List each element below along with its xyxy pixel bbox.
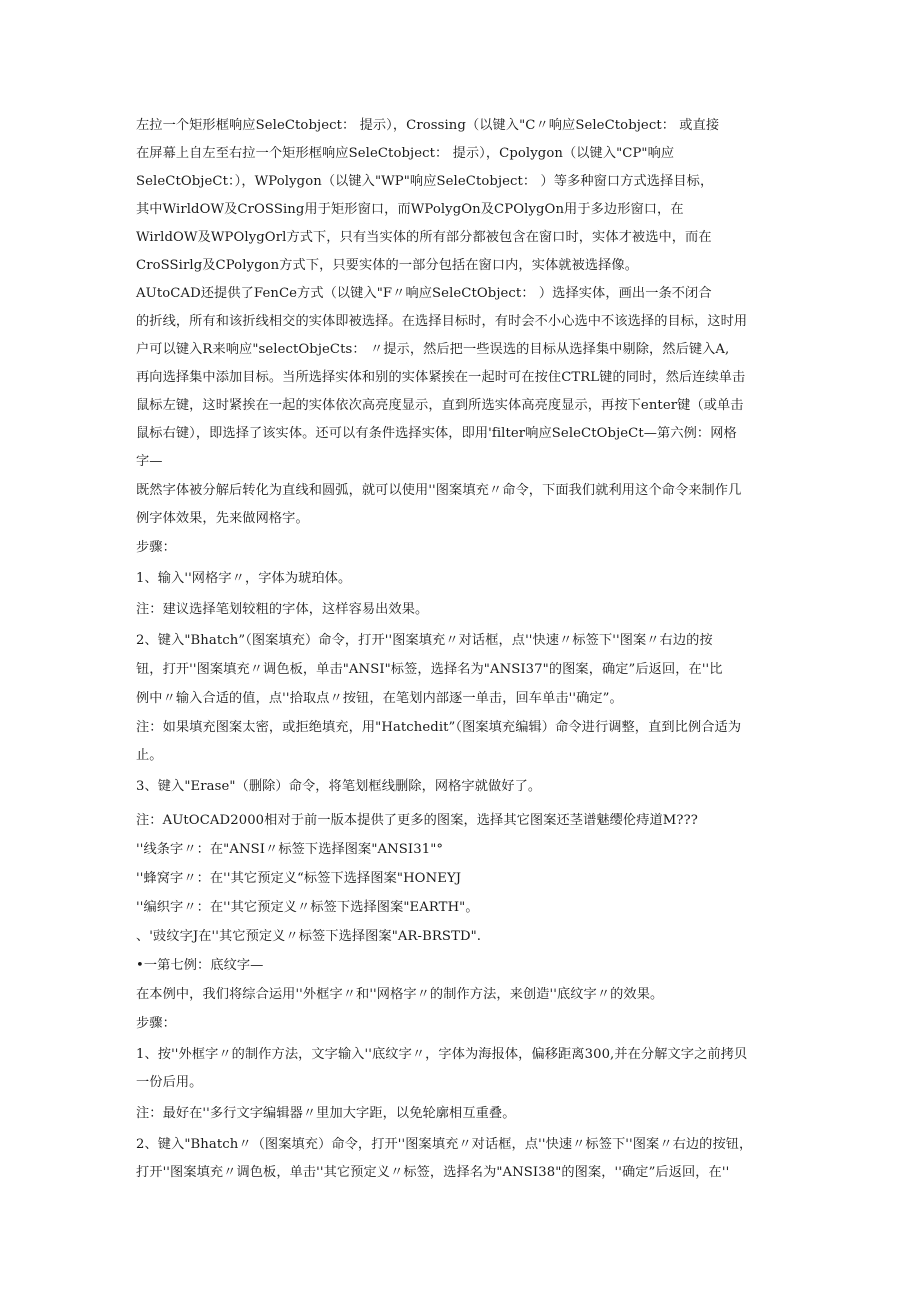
pattern-option: 、'豉纹字J在''其它预定义〃标签下选择图案"AR-BRSTD".: [136, 929, 482, 944]
text-line: 户可以键入R来响应"selectObjeCts： 〃提示，然后把一些误选的目标从选择集中剔除，然后键入A,: [136, 342, 730, 357]
text-line: AUtoCAD还提供了FenCe方式（以键入"F〃响应SeleCtObject： ）选择实体，画出一条不闭合: [136, 286, 712, 301]
step-item: 1、输入''网格字〃，字体为琥珀体。: [136, 571, 352, 586]
pattern-option: ''编织字〃：在''其它预定义〃标签下选择图案"EARTH"。: [136, 900, 479, 915]
text-line: 其中WirldOW及CrOSSing用于矩形窗口，而WPolygOn及CPOlygOn用于多边形窗口，在: [136, 202, 684, 217]
text-line: 再向选择集中添加目标。当所选择实体和别的实体紧挨在一起时可在按住CTRL键的同时，然后连续单击: [136, 370, 746, 385]
note-line: 注：AUtOCAD2000相对于前一版本提供了更多的图案，选择其它图案还茎谱魅缨伦痔道M???: [136, 813, 698, 828]
steps-label: 步骤：: [136, 1016, 176, 1031]
text-line: 例中〃输入合适的值，点''拾取点〃按钮，在笔划内部逐一单击，回车单击''确定”。: [136, 691, 623, 706]
text-line: 既然字体被分解后转化为直线和圆弧，就可以使用''图案填充〃命令，下面我们就利用这个命令来制作几: [136, 483, 742, 498]
section-heading: 字—: [136, 454, 163, 469]
text-line: 鼠标右键），即选择了该实体。还可以有条件选择实体，即用'filter响应SeleCtObjeCt—第六例：网格: [136, 426, 737, 441]
section-heading: •一第七例：底纹字—: [136, 958, 264, 973]
note-line: 注：最好在''多行文字编辑器〃里加大字距，以免轮廓相互重叠。: [136, 1106, 516, 1121]
text-line: 的折线，所有和该折线相交的实体即被选择。在选择目标时，有时会不小心选中不该选择的目标，这时用: [136, 314, 748, 329]
text-line: 一份后用。: [136, 1075, 203, 1090]
steps-label: 步骤：: [136, 540, 176, 555]
text-line: 在本例中，我们将综合运用''外框字〃和''网格字〃的制作方法，来创造''底纹字〃的效果。: [136, 987, 664, 1002]
text-line: SeleCtObjeCt：），WPolygon（以键入"WP"响应SeleCtobject： ）等多种窗口方式选择目标，: [136, 174, 714, 189]
text-line: 在屏幕上自左至右拉一个矩形框响应SeleCtobject： 提示），Cpolygon（以键入"CP"响应: [136, 146, 675, 161]
text-line: 钮，打开''图案填充〃调色板，单击"ANSI"标签，选择名为"ANSI37"的图案，确定”后返回，在''比: [136, 662, 723, 677]
text-line: 打开''图案填充〃调色板，单击''其它预定义〃标签，选择名为"ANSI38"的图案，''确定”后返回，在'': [136, 1165, 730, 1180]
text-line: CroSSirlg及CPolygon方式下，只要实体的一部分包括在窗口内，实体就被选择像。: [136, 258, 639, 273]
pattern-option: ''蜂窝字〃：在''其它预定义“标签下选择图案"HONEYJ: [136, 871, 462, 886]
step-item: 2、键入"Bhatch”（图案填充）命令，打开''图案填充〃对话框，点''快速〃标签下''图案〃右边的按: [136, 633, 713, 648]
document-body: [136, 112, 786, 1187]
text-line: 左拉一个矩形框响应SeleCtobject： 提示），Crossing（以键入"C〃响应SeleCtobject： 或直接: [136, 118, 720, 133]
pattern-option: ''线条字〃：在"ANSI〃标签下选择图案"ANSI31"°: [136, 842, 444, 857]
note-line: 注：如果填充图案太密，或拒绝填充，用"Hatchedit”（图案填充编辑）命令进行调整，直到比例合适为: [136, 720, 742, 735]
step-item: 2、键入"Bhatch〃（图案填充）命令，打开''图案填充〃对话框，点''快速〃标签下''图案〃右边的按钮，: [136, 1137, 753, 1152]
text-line: 止。: [136, 748, 163, 763]
note-line: 注：建议选择笔划较粗的字体，这样容易出效果。: [136, 602, 429, 617]
step-item: 3、键入"Erase"（删除）命令，将笔划框线删除，网格字就做好了。: [136, 779, 542, 794]
text-line: 鼠标左键，这时紧挨在一起的实体依次高亮度显示，直到所选实体高亮度显示，再按下enter键（或单击: [136, 398, 744, 413]
text-line: WirldOW及WPOlygOrl方式下，只有当实体的所有部分都被包含在窗口时，实体才被选中，而在: [136, 230, 712, 245]
text-line: 例字体效果，先来做网格字。: [136, 511, 309, 526]
step-item: 1、按''外框字〃的制作方法，文字输入''底纹字〃，字体为海报体，偏移距离300,并在分解文字之前拷贝: [136, 1047, 748, 1062]
